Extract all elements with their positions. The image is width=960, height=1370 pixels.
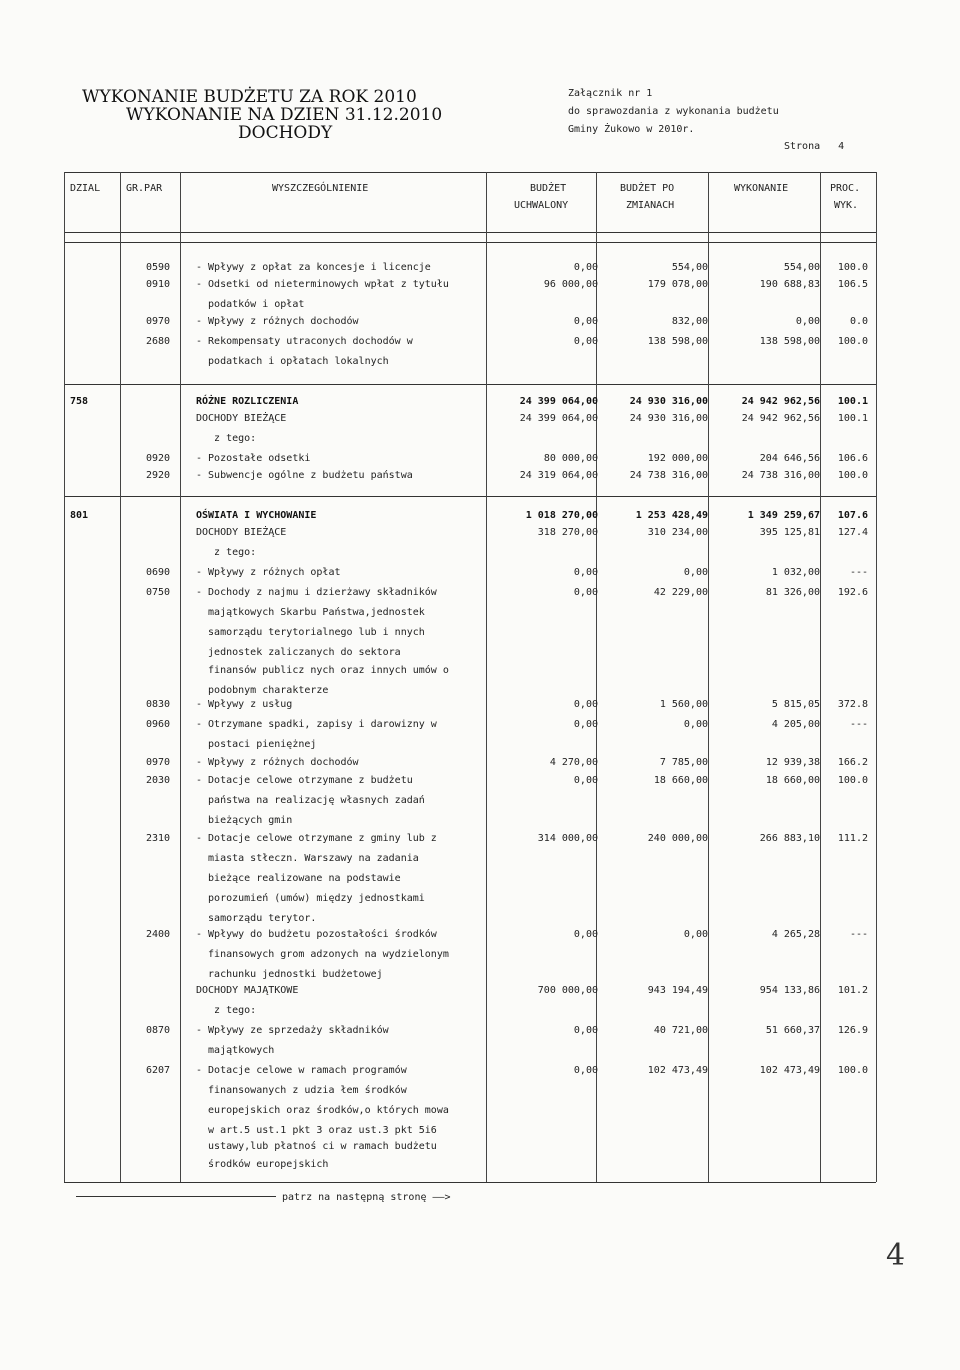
row-paragraph: 2680	[146, 336, 171, 347]
row-description: - Otrzymane spadki, zapisy i darowizny w	[196, 719, 437, 730]
row-execution: 138 598,00	[759, 336, 820, 347]
row-description: europejskich oraz środków,o których mowa	[196, 1105, 449, 1116]
row-description: finansowych grom adzonych na wydzielonym	[196, 949, 449, 960]
row-after-changes: 24 930 316,00	[629, 396, 708, 407]
row-description: - Dotacje celowe otrzymane z budżetu	[196, 775, 413, 786]
row-after-changes: 42 229,00	[653, 587, 708, 598]
row-execution: 18 660,00	[765, 775, 820, 786]
row-paragraph: 0970	[146, 316, 171, 327]
row-after-changes: 24 930 316,00	[629, 413, 708, 424]
row-description: podobnym charakterze	[196, 685, 329, 696]
row-description: - Wpływy do budżetu pozostałości środków	[196, 929, 437, 940]
row-execution: 1 032,00	[771, 567, 820, 578]
row-execution: 4 265,28	[771, 929, 820, 940]
col-header-grpar: GR.PAR	[126, 183, 163, 194]
row-description: podatkach i opłatach lokalnych	[196, 356, 389, 367]
col-header-percent: PROC.	[830, 183, 861, 194]
row-percent: 0.0	[849, 316, 868, 327]
row-execution: 554,00	[783, 262, 820, 273]
row-dzial: 801	[70, 510, 89, 521]
row-execution: 102 473,49	[759, 1065, 820, 1076]
row-after-changes: 40 721,00	[653, 1025, 708, 1036]
row-execution: 204 646,56	[759, 453, 820, 464]
row-execution: 954 133,86	[759, 985, 820, 996]
row-budget: 0,00	[573, 316, 598, 327]
row-budget: 0,00	[573, 929, 598, 940]
row-description: OŚWIATA I WYCHOWANIE	[196, 510, 317, 521]
row-execution: 395 125,81	[759, 527, 820, 538]
row-description: DOCHODY MAJĄTKOWE	[196, 985, 299, 996]
row-after-changes: 179 078,00	[647, 279, 708, 290]
row-budget: 4 270,00	[549, 757, 598, 768]
row-description: państwa na realizację własnych zadań	[196, 795, 425, 806]
row-after-changes: 1 560,00	[659, 699, 708, 710]
row-description: - Pozostałe odsetki	[196, 453, 311, 464]
row-percent: ---	[849, 929, 868, 940]
row-after-changes: 0,00	[683, 929, 708, 940]
row-paragraph: 0590	[146, 262, 171, 273]
row-percent: 100.0	[837, 336, 868, 347]
row-percent: 101.2	[837, 985, 868, 996]
row-paragraph: 0830	[146, 699, 171, 710]
row-after-changes: 240 000,00	[647, 833, 708, 844]
row-budget: 24 399 064,00	[519, 413, 598, 424]
row-paragraph: 0690	[146, 567, 171, 578]
row-budget: 0,00	[573, 775, 598, 786]
row-description: majątkowych Skarbu Państwa,jednostek	[196, 607, 425, 618]
row-description: środków europejskich	[196, 1159, 329, 1170]
row-budget: 24 319 064,00	[519, 470, 598, 481]
table-rule	[64, 172, 876, 173]
table-rule	[64, 496, 876, 497]
row-paragraph: 2030	[146, 775, 171, 786]
row-percent: 107.6	[837, 510, 868, 521]
row-percent: 106.6	[837, 453, 868, 464]
row-description: jednostek zaliczanych do sektora	[196, 647, 401, 658]
row-description: rachunku jednostki budżetowej	[196, 969, 383, 980]
row-execution: 5 815,05	[771, 699, 820, 710]
col-header-dzial: DZIAL	[70, 183, 101, 194]
table-rule	[64, 384, 876, 385]
row-percent: 111.2	[837, 833, 868, 844]
row-budget: 0,00	[573, 567, 598, 578]
row-budget: 0,00	[573, 587, 598, 598]
row-budget: 96 000,00	[543, 279, 598, 290]
report-section: DOCHODY	[238, 123, 333, 143]
row-execution: 12 939,38	[765, 757, 820, 768]
page-number: Strona 4	[784, 141, 845, 152]
row-execution: 24 738 316,00	[741, 470, 820, 481]
table-rule	[64, 1182, 876, 1183]
row-budget: 318 270,00	[537, 527, 598, 538]
col-header-after-changes: BUDŻET PO	[620, 183, 675, 194]
row-description: porozumień (umów) między jednostkami	[196, 893, 425, 904]
row-after-changes: 18 660,00	[653, 775, 708, 786]
row-budget: 1 018 270,00	[525, 510, 598, 521]
row-description: - Dotacje celowe otrzymane z gminy lub z	[196, 833, 437, 844]
row-description: samorządu terytor.	[196, 913, 317, 924]
row-after-changes: 102 473,49	[647, 1065, 708, 1076]
row-description: - Wpływy ze sprzedaży składników	[196, 1025, 389, 1036]
row-percent: 126.9	[837, 1025, 868, 1036]
col-header-execution: WYKONANIE	[734, 183, 789, 194]
col-header-budget: BUDŻET	[530, 183, 567, 194]
row-budget: 0,00	[573, 719, 598, 730]
col-header-description: WYSZCZEGÓLNIENIE	[272, 183, 369, 194]
row-paragraph: 0970	[146, 757, 171, 768]
row-percent: 100.1	[837, 396, 868, 407]
annex-line-3: Gminy Żukowo w 2010r.	[568, 124, 695, 135]
column-rule	[180, 172, 181, 1182]
row-paragraph: 6207	[146, 1065, 171, 1076]
row-description: miasta stłeczn. Warszawy na zadania	[196, 853, 419, 864]
row-percent: 100.0	[837, 262, 868, 273]
row-description: podatków i opłat	[196, 299, 305, 310]
row-description: - Wpływy z różnych dochodów	[196, 316, 359, 327]
column-rule	[486, 172, 487, 1182]
row-description: DOCHODY BIEŻĄCE	[196, 413, 287, 424]
col-header-percent-2: WYK.	[834, 200, 859, 211]
row-description: samorządu terytorialnego lub i nnych	[196, 627, 425, 638]
row-budget: 80 000,00	[543, 453, 598, 464]
row-percent: 166.2	[837, 757, 868, 768]
row-paragraph: 2920	[146, 470, 171, 481]
row-budget: 0,00	[573, 262, 598, 273]
row-description: - Wpływy z różnych dochodów	[196, 757, 359, 768]
annex-line-1: Załącznik nr 1	[568, 88, 653, 99]
row-after-changes: 138 598,00	[647, 336, 708, 347]
row-description: finansów publicz nych oraz innych umów o	[196, 665, 449, 676]
row-budget: 0,00	[573, 1065, 598, 1076]
row-percent: 192.6	[837, 587, 868, 598]
col-header-budget-2: UCHWALONY	[514, 200, 569, 211]
row-paragraph: 2310	[146, 833, 171, 844]
row-percent: ---	[849, 567, 868, 578]
report-title: WYKONANIE BUDŻETU ZA ROK 2010	[82, 87, 417, 107]
annex-line-2: do sprawozdania z wykonania budżetu	[568, 106, 779, 117]
row-paragraph: 2400	[146, 929, 171, 940]
row-after-changes: 0,00	[683, 719, 708, 730]
report-date: WYKONANIE NA DZIEN 31.12.2010	[126, 105, 443, 125]
column-rule	[64, 172, 65, 1182]
column-rule	[876, 172, 877, 1182]
row-description: - Subwencje ogólne z budżetu państwa	[196, 470, 413, 481]
row-description: bieżących gmin	[196, 815, 293, 826]
row-description: - Wpływy z różnych opłat	[196, 567, 341, 578]
row-after-changes: 554,00	[671, 262, 708, 273]
col-header-after-changes-2: ZMIANACH	[626, 200, 675, 211]
row-percent: 372.8	[837, 699, 868, 710]
row-paragraph: 0920	[146, 453, 171, 464]
row-description: z tego:	[196, 1005, 257, 1016]
row-paragraph: 0870	[146, 1025, 171, 1036]
row-description: - Wpływy z usług	[196, 699, 293, 710]
row-description: - Dochody z najmu i dzierżawy składników	[196, 587, 437, 598]
row-after-changes: 832,00	[671, 316, 708, 327]
row-execution: 4 205,00	[771, 719, 820, 730]
row-paragraph: 0910	[146, 279, 171, 290]
row-execution: 81 326,00	[765, 587, 820, 598]
row-after-changes: 310 234,00	[647, 527, 708, 538]
row-percent: 100.0	[837, 775, 868, 786]
row-budget: 314 000,00	[537, 833, 598, 844]
row-description: - Wpływy z opłat za koncesje i licencje	[196, 262, 431, 273]
row-description: - Dotacje celowe w ramach programów	[196, 1065, 407, 1076]
row-budget: 24 399 064,00	[519, 396, 598, 407]
row-percent: 100.0	[837, 1065, 868, 1076]
next-page-note: patrz na następną stronę ——>	[282, 1192, 451, 1203]
row-budget: 0,00	[573, 336, 598, 347]
row-description: - Odsetki od nieterminowych wpłat z tytułu	[196, 279, 449, 290]
row-after-changes: 24 738 316,00	[629, 470, 708, 481]
row-description: ustawy,lub płatnoś ci w ramach budżetu	[196, 1141, 437, 1152]
table-rule	[64, 232, 876, 233]
row-description: majątkowych	[196, 1045, 275, 1056]
row-description: - Rekompensaty utraconych dochodów w	[196, 336, 413, 347]
row-after-changes: 943 194,49	[647, 985, 708, 996]
column-rule	[708, 172, 709, 1182]
row-description: bieżące realizowane na podstawie	[196, 873, 401, 884]
row-dzial: 758	[70, 396, 89, 407]
row-execution: 1 349 259,67	[747, 510, 820, 521]
row-description: RÓŻNE ROZLICZENIA	[196, 396, 299, 407]
row-budget: 0,00	[573, 1025, 598, 1036]
row-budget: 0,00	[573, 699, 598, 710]
row-execution: 190 688,83	[759, 279, 820, 290]
row-description: DOCHODY BIEŻĄCE	[196, 527, 287, 538]
column-rule	[820, 172, 821, 1182]
footer-rule	[76, 1196, 276, 1197]
row-after-changes: 7 785,00	[659, 757, 708, 768]
row-description: w art.5 ust.1 pkt 3 oraz ust.3 pkt 5i6	[196, 1125, 437, 1136]
row-percent: 127.4	[837, 527, 868, 538]
row-after-changes: 1 253 428,49	[635, 510, 708, 521]
row-after-changes: 0,00	[683, 567, 708, 578]
column-rule	[120, 172, 121, 1182]
row-execution: 266 883,10	[759, 833, 820, 844]
row-execution: 51 660,37	[765, 1025, 820, 1036]
row-after-changes: 192 000,00	[647, 453, 708, 464]
row-description: finansowanych z udzia łem środków	[196, 1085, 407, 1096]
row-paragraph: 0750	[146, 587, 171, 598]
row-description: z tego:	[196, 547, 257, 558]
row-percent: 100.0	[837, 470, 868, 481]
row-budget: 700 000,00	[537, 985, 598, 996]
table-rule	[64, 242, 876, 243]
row-paragraph: 0960	[146, 719, 171, 730]
handwritten-page-number: 4	[886, 1238, 906, 1273]
row-percent: 106.5	[837, 279, 868, 290]
row-execution: 24 942 962,56	[741, 413, 820, 424]
row-percent: 100.1	[837, 413, 868, 424]
row-execution: 24 942 962,56	[741, 396, 820, 407]
row-description: z tego:	[196, 433, 257, 444]
row-description: postaci pieniężnej	[196, 739, 317, 750]
row-execution: 0,00	[795, 316, 820, 327]
row-percent: ---	[849, 719, 868, 730]
